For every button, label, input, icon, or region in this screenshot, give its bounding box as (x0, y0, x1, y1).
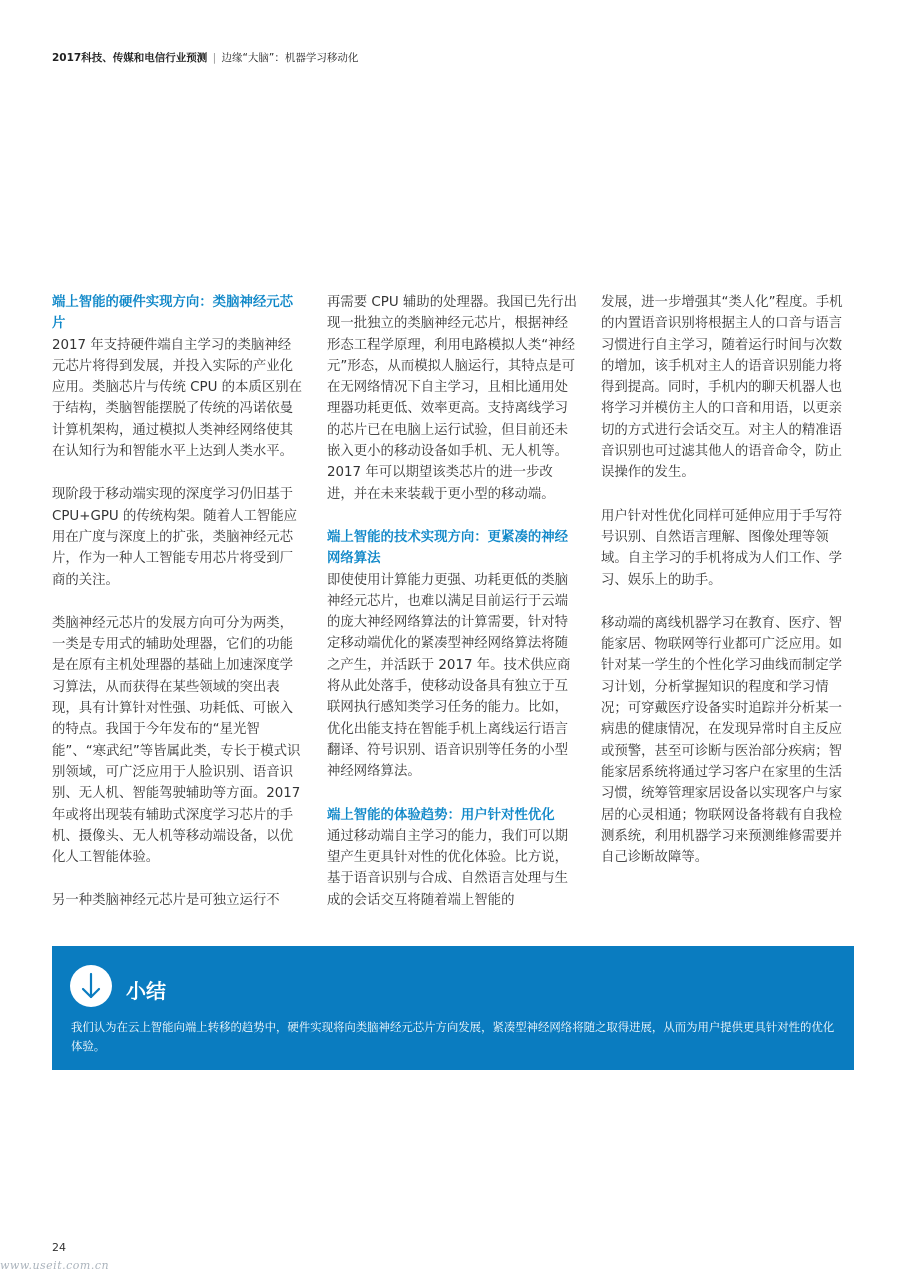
running-header (52, 50, 358, 65)
column-left (52, 292, 302, 934)
summary-box (52, 946, 854, 1070)
chapter-title: 边缘“大脑”：机器学习移动化 (221, 52, 359, 64)
header-separator: | (212, 52, 217, 64)
section-heading-experience: 端上智能的体验趋势：用户针对性优化 (327, 807, 555, 823)
paragraph: 通过移动端自主学习的能力，我们可以期望产生更具针对性的优化体验。比方说，基于语音识别与合成、自然语言处理与生成的会话交互将随着端上智能的 (327, 828, 569, 908)
watermark: www.useit.com.cn (0, 1259, 110, 1272)
paragraph: 发展，进一步增强其“类人化”程度。手机的内置语音识别将根据主人的口音与语言习惯进行自主学习，随着运行时间与次数的增加，该手机对主人的语音识别能力将得到提高。同时，手机内的聊天机器人也将学习并模仿主人的口音和用语，以更亲切的方式进行会话交互。对主人的精准语音识别也可过滤其他人的语音命令，防止误操作的发生。 (601, 295, 843, 481)
summary-title: 小结 (126, 979, 166, 1003)
column-middle (327, 292, 577, 933)
paragraph: 2017 年支持硬件端自主学习的类脑神经元芯片将得到发展，并投入实际的产业化应用。类脑芯片与传统 CPU 的本质区别在于结构，类脑智能摆脱了传统的冯诺依曼计算机架构，通过模拟人类神经网络使其在认知行为和智能水平上达到人类水平。 (52, 337, 302, 460)
section-heading-hardware: 端上智能的硬件实现方向：类脑神经元芯片 (52, 295, 294, 332)
paragraph: 类脑神经元芯片的发展方向可分为两类，一类是专用式的辅助处理器，它们的功能是在原有主机处理器的基础上加速深度学习算法，从而获得在某些领域的突出表现，具有计算针对性强、功耗低、可嵌入的特点。我国于今年发布的“星光智能”、“寒武纪”等皆属此类，专长于模式识别领域，可广泛应用于人脸识别、语音识别、无人机、智能驾驶辅助等方面。2017 年或将出现装有辅助式深度学习芯片的手机、摄像头、无人机等移动端设备，以优化人工智能体验。 (52, 615, 301, 866)
page-number: 24 (52, 1241, 66, 1254)
section-heading-algorithm: 端上智能的技术实现方向：更紧凑的神经网络算法 (327, 529, 569, 567)
paragraph: 用户针对性优化同样可延伸应用于手写符号识别、自然语言理解、图像处理等领域。自主学习的手机将成为人们工作、学习、娱乐上的助手。 (601, 508, 843, 588)
report-title: 2017科技、传媒和电信行业预测 (52, 52, 208, 64)
column-right (601, 292, 851, 890)
paragraph: 移动端的离线机器学习在教育、医疗、智能家居、物联网等行业都可广泛应用。如针对某一学生的个性化学习曲线而制定学习计划，分析掌握知识的程度和学习情况；可穿戴医疗设备实时追踪并分析某一病患的健康情况，在发现异常时自主反应或预警，甚至可诊断与医治部分疾病；智能家居系统将通过学习客户在家里的生活习惯，统筹管理家居设备以实现客户与家居的心灵相通；物联网设备将载有自我检测系统，利用机器学习来预测维修需要并自己诊断故障等。 (601, 615, 843, 866)
summary-text: 我们认为在云上智能向端上转移的趋势中，硬件实现将向类脑神经元芯片方向发展，紧凑型神经网络将随之取得进展，从而为用户提供更具针对性的优化体验。 (71, 1020, 835, 1053)
paragraph: 另一种类脑神经元芯片是可独立运行不 (52, 893, 280, 909)
paragraph: 即使使用计算能力更强、功耗更低的类脑神经元芯片，也难以满足目前运行于云端的庞大神经网络算法的计算需要，针对特定移动端优化的紧凑型神经网络算法将随之产生，并活跃于 2017 年。技术供应商将从此处落手，使移动设备具有独立于互联网执行感知类学习任务的能力。比如，优化出能支持在智能手机上离线运行语言翻译、符号识别、语音识别等任务的小型神经网络算法。 (327, 572, 571, 780)
arrow-down-circle-icon (70, 965, 112, 1007)
paragraph: 现阶段于移动端实现的深度学习仍旧基于 CPU+GPU 的传统构架。随着人工智能应用在广度与深度上的扩张，类脑神经元芯片，作为一种人工智能专用芯片将受到厂商的关注。 (52, 487, 298, 588)
paragraph: 再需要 CPU 辅助的处理器。我国已先行出现一批独立的类脑神经元芯片，根据神经形态工程学原理，利用电路模拟人类“神经元”形态，从而模拟人脑运行，其特点是可在无网络情况下自主学习，且相比通用处理器功耗更低、效率更高。支持离线学习的芯片已在电脑上运行试验，但目前还未嵌入更小的移动设备如手机、无人机等。2017 年可以期望该类芯片的进一步改进，并在未来装载于更小型的移动端。 (327, 295, 577, 502)
